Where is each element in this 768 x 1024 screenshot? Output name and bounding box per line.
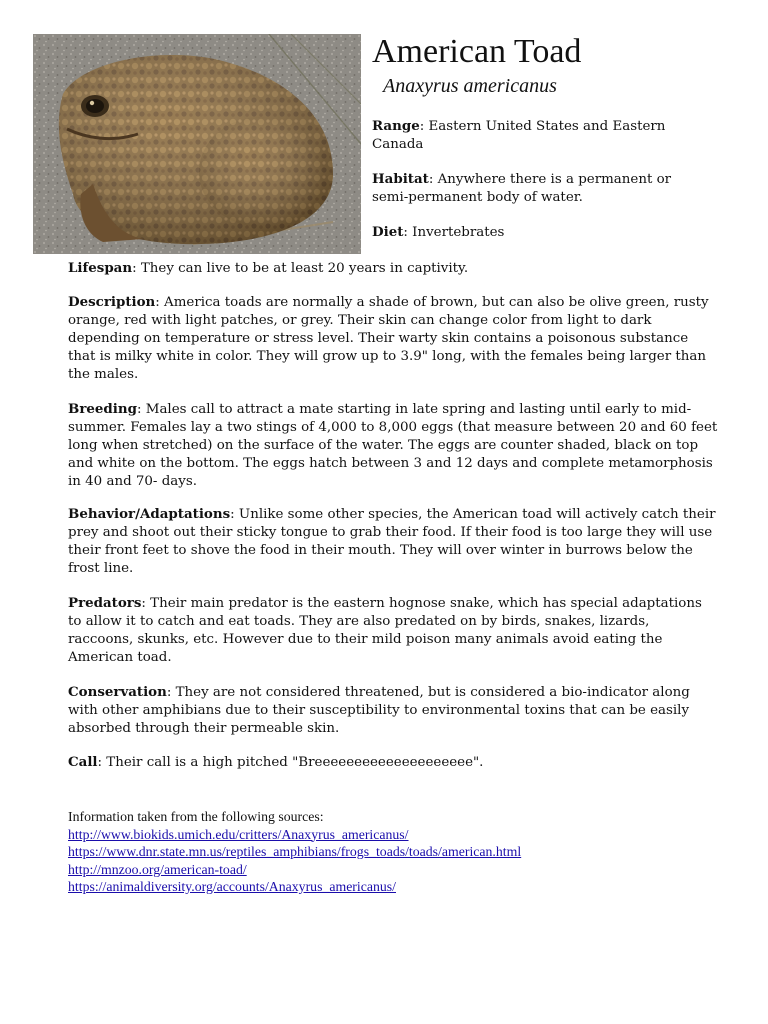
- page-title: American Toad: [372, 33, 582, 70]
- conservation-section: [68, 683, 718, 738]
- source-link-animaldiversity[interactable]: https://animaldiversity.org/accounts/Anaxyrus_americanus/: [68, 879, 396, 894]
- breeding-text: : Males call to attract a mate starting in late spring and lasting until early to mid-summer. Females lay a two stings of 4,000 to 8,000 eggs (that measure between 20 and 60 feet long when stretched) on the surface of the water. The eggs are counter shaded, black on top and white on the bottom. The eggs hatch between 3 and 12 days and complete metamorphosis in 40 and 70- days.: [68, 402, 718, 489]
- call-label: Call: [68, 754, 98, 770]
- conservation-label: Conservation: [68, 684, 167, 700]
- predators-label: Predators: [68, 595, 142, 611]
- description-section: [68, 293, 718, 384]
- toad-illustration: [33, 34, 361, 254]
- predators-section: [68, 594, 718, 667]
- diet-label: Diet: [372, 224, 404, 240]
- toad-photo: [33, 34, 361, 254]
- conservation-text: : They are not considered threatened, but is considered a bio-indicator along with other amphibians due to their susceptibility to environmental toxins that can be easily absorbed through their permeable skin.: [68, 685, 690, 736]
- habitat-text: : Anywhere there is a permanent or semi-permanent body of water.: [372, 172, 672, 205]
- sources-intro: Information taken from the following sources:: [68, 809, 324, 824]
- behavior-text: : Unlike some other species, the American toad will actively catch their prey and shoot out their sticky tongue to grab their food. If their food is too large they will use their front feet to shove the food in their mouth. They will over winter in burrows below the frost line.: [68, 507, 716, 576]
- range-text: : Eastern United States and Eastern Canada: [372, 119, 666, 152]
- sources-block: [68, 808, 728, 896]
- call-text: : Their call is a high pitched "Breeeeeeeeeeeeeeeeeeee".: [97, 755, 484, 770]
- lifespan-section: [68, 259, 718, 278]
- breeding-section: [68, 400, 718, 491]
- lifespan-label: Lifespan: [68, 260, 133, 276]
- source-link-mnzoo[interactable]: http://mnzoo.org/american-toad/: [68, 861, 247, 877]
- call-section: [68, 753, 718, 772]
- scientific-name: Anaxyrus americanus: [383, 75, 557, 97]
- predators-text: : Their main predator is the eastern hognose snake, which has special adaptations to allow it to catch and eat toads. They are also predated on by birds, snakes, lizards, raccoons, skunks, etc. However due to their mild poison many animals avoid eating the American toad.: [68, 596, 702, 665]
- description-label: Description: [68, 294, 156, 310]
- description-text: : America toads are normally a shade of brown, but can also be olive green, rusty orange, red with light patches, or grey. Their skin can change color from light to dark depending on temperature or stress level. Their warty skin contains a poisonous substance that is milky white in color. They will grow up to 3.9" long, with the females being larger than the males.: [68, 295, 709, 382]
- range-label: Range: [372, 118, 420, 134]
- behavior-section: [68, 505, 718, 578]
- behavior-label: Behavior/Adaptations: [68, 506, 231, 522]
- habitat-fact: [372, 170, 692, 207]
- lifespan-text: : They can live to be at least 20 years in captivity.: [132, 261, 469, 276]
- habitat-label: Habitat: [372, 171, 429, 187]
- diet-fact: [372, 223, 692, 242]
- diet-text: : Invertebrates: [403, 225, 505, 240]
- source-link-mn-dnr[interactable]: https://www.dnr.state.mn.us/reptiles_amphibians/frogs_toads/toads/american.html: [68, 844, 522, 859]
- source-link-biokids[interactable]: http://www.biokids.umich.edu/critters/Anaxyrus_americanus/: [68, 826, 409, 842]
- breeding-label: Breeding: [68, 401, 137, 417]
- range-fact: [372, 117, 692, 154]
